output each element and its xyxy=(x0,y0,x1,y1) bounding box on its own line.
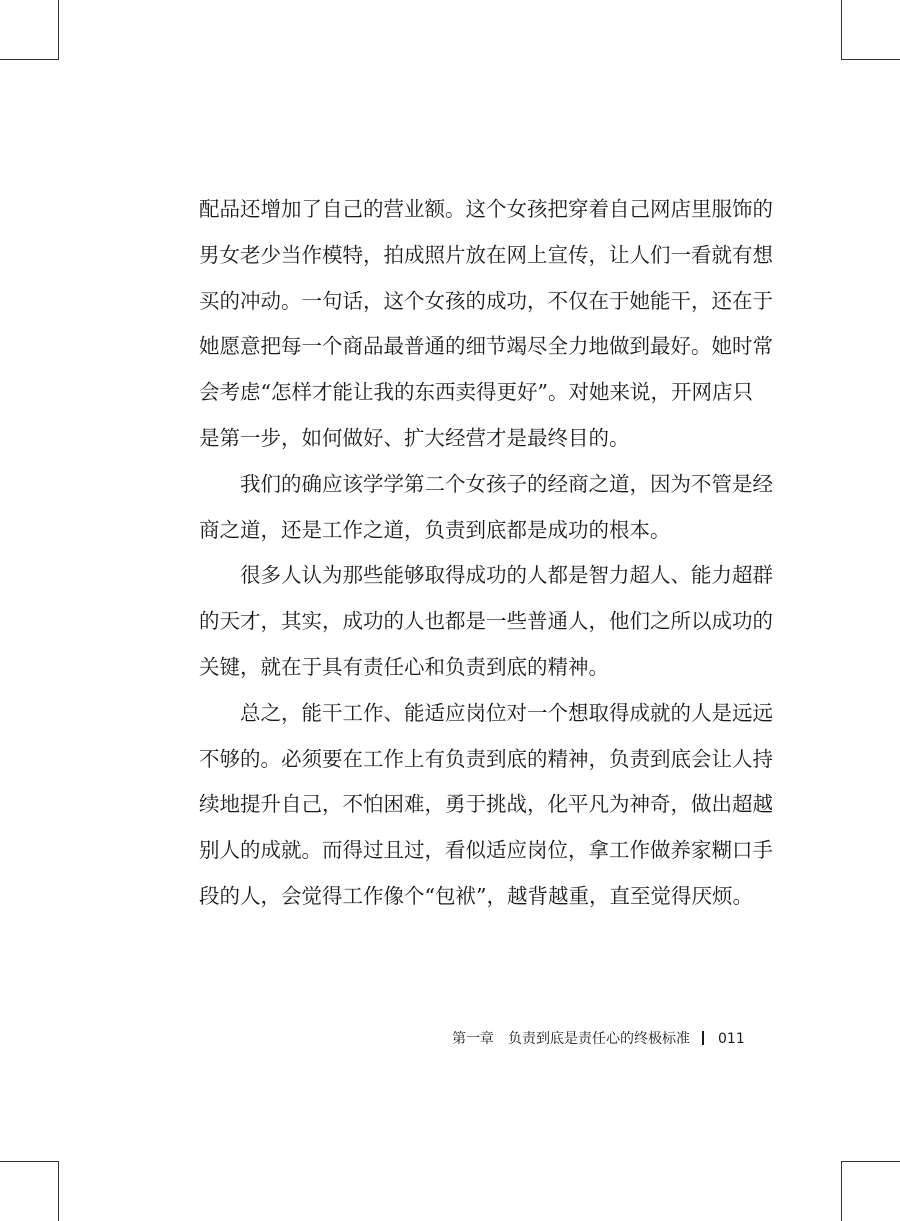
crop-mark xyxy=(0,1161,59,1162)
paragraph xyxy=(199,553,773,690)
text-line: 会考虑“怎样才能让我的东西卖得更好”。对她来说，开网店只 xyxy=(199,380,753,405)
body-text xyxy=(199,187,773,920)
crop-mark xyxy=(841,0,842,60)
page-number: 011 xyxy=(718,1031,745,1047)
footer-separator xyxy=(702,1031,704,1045)
crop-mark xyxy=(841,59,900,60)
paragraph xyxy=(199,187,773,462)
text-line: 商之道，还是工作之道，负责到底都是成功的根本。 xyxy=(199,517,671,542)
crop-mark xyxy=(0,59,59,60)
text-line: 段的人，会觉得工作像个“包袱”，越背越重，直至觉得厌烦。 xyxy=(199,883,753,908)
text-line: 别人的成就。而得过且过，看似适应岗位，拿工作做养家糊口手 xyxy=(199,838,773,863)
text-line: 总之，能干工作、能适应岗位对一个想取得成就的人是远远 xyxy=(199,700,773,725)
text-line: 男女老少当作模特，拍成照片放在网上宣传，让人们一看就有想 xyxy=(199,242,773,267)
crop-mark xyxy=(58,1161,59,1221)
text-line: 很多人认为那些能够取得成功的人都是智力超人、能力超群 xyxy=(199,563,773,588)
crop-mark xyxy=(841,1161,842,1221)
crop-mark xyxy=(58,0,59,60)
text-line: 她愿意把每一个商品最普通的细节竭尽全力地做到最好。她时常 xyxy=(199,334,773,359)
crop-mark xyxy=(841,1161,900,1162)
footer-title: 负责到底是责任心的终极标准 xyxy=(508,1031,690,1047)
footer-chapter: 第一章 xyxy=(452,1031,494,1047)
running-footer xyxy=(452,1028,745,1050)
text-line: 买的冲动。一句话，这个女孩的成功，不仅在于她能干，还在于 xyxy=(199,288,773,313)
text-line: 配品还增加了自己的营业额。这个女孩把穿着自己网店里服饰的 xyxy=(199,197,773,221)
paragraph xyxy=(199,691,773,920)
text-line: 我们的确应该学学第二个女孩子的经商之道，因为不管是经 xyxy=(199,471,773,496)
text-line: 续地提升自己，不怕困难，勇于挑战，化平凡为神奇，做出超越 xyxy=(199,792,773,817)
text-line: 是第一步，如何做好、扩大经营才是最终目的。 xyxy=(199,425,630,450)
text-line: 关键，就在于具有责任心和负责到底的精神。 xyxy=(199,654,609,679)
text-line: 不够的。必须要在工作上有负责到底的精神，负责到底会让人持 xyxy=(199,746,773,771)
text-line: 的天才，其实，成功的人也都是一些普通人，他们之所以成功的 xyxy=(199,609,773,634)
paragraph xyxy=(199,462,773,554)
